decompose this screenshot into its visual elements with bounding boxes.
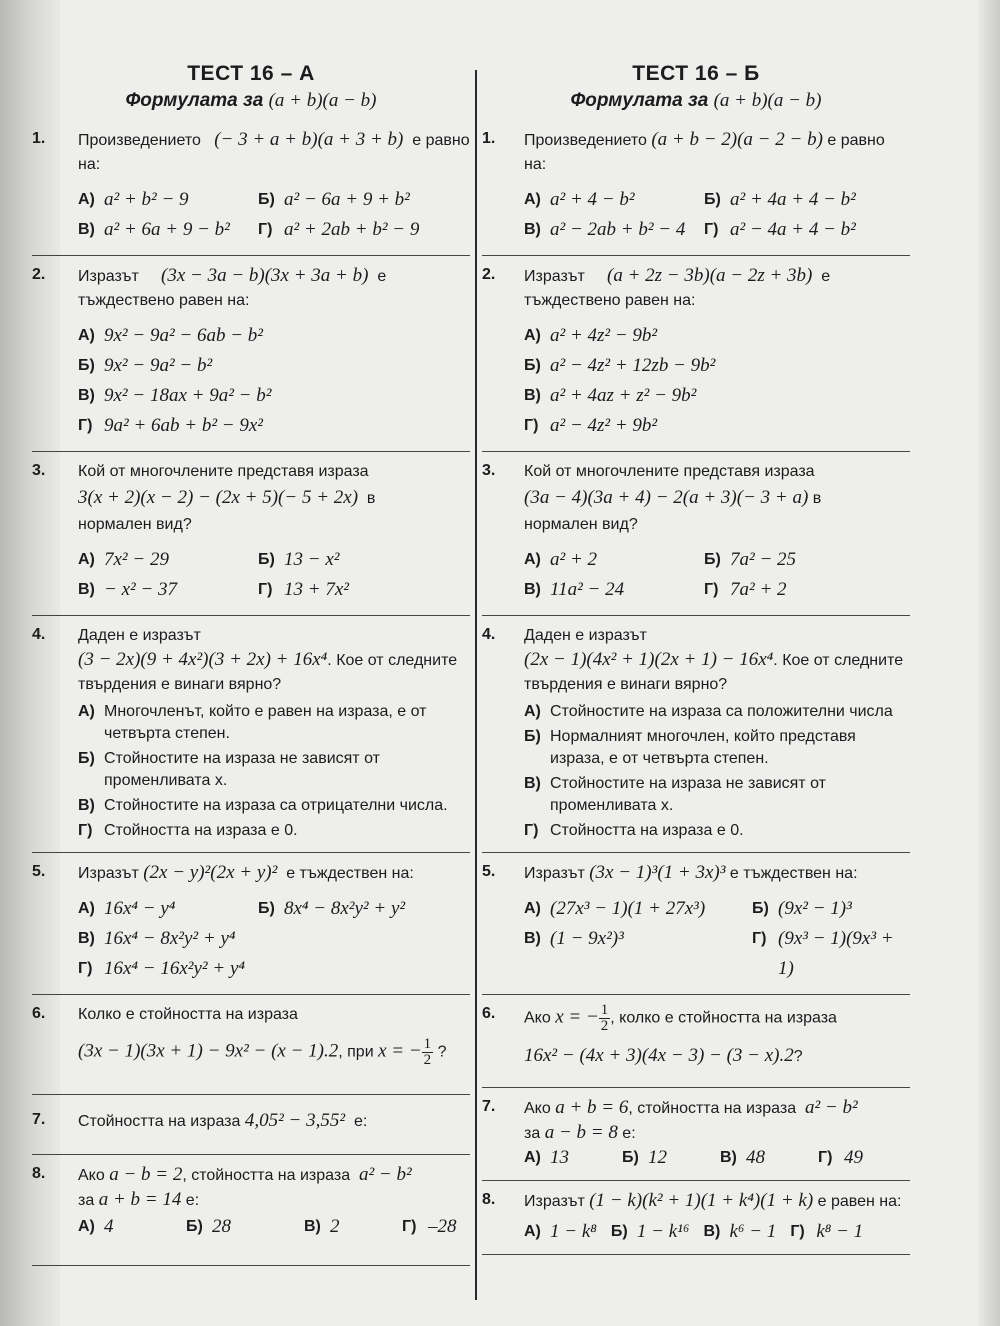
question-a5: 5. Изразът (2x − y)²(2x + y)² е тъждествен на: А) 16x⁴ − y⁴ Б) 8x⁴ − 8x²y² + y² В) 16x⁴ − 8x²y² + y⁴ Г) 16x⁴ − 16x²y² + y⁴ — [32, 853, 470, 995]
option-g[interactable]: Г) Стойността на израза е 0. — [524, 822, 744, 839]
answer-options — [524, 185, 910, 245]
answer-options — [78, 185, 470, 245]
option-a[interactable]: А) 13 — [524, 1147, 569, 1168]
option-b[interactable]: Б) 12 — [622, 1147, 667, 1168]
answer-options — [78, 321, 470, 441]
question-number: 2. — [32, 266, 46, 283]
question-b3: 3. Кой от многочлените представя израза (3a − 4)(3a + 4) − 2(a + 3)(− 3 + a) в нормален вид? А) a² + 2 Б) 7a² − 25 В) 11a² − 24 Г) 7a² + 2 — [482, 452, 910, 616]
fraction: $\frac{1}{2}$ — [600, 1002, 609, 1034]
option-g[interactable]: Г) 7a² + 2 — [704, 579, 787, 600]
answer-options — [524, 321, 910, 441]
option-b[interactable]: Б) Нормалният многочлен, който представя израза, е от четвърта степен. — [524, 728, 856, 767]
test-a-subtitle: Формулата за (a + b)(a − b) — [125, 90, 377, 111]
option-g[interactable]: Г) 16x⁴ − 16x²y² + y⁴ — [78, 958, 245, 979]
test-a-column — [32, 62, 470, 1266]
question-number: 3. — [32, 462, 46, 479]
question-b4: 4. Даден е изразът (2x − 1)(4x² + 1)(2x + 1) − 16x⁴. Кое от следните твърдения е винаги вярно? А) Стойностите на израза са положителни числа Б) Нормалният многочлен, който представя израза, е от четвърта степен. В) Стойностите на израза не зависят от променливата x. Г) Стойността на израза е 0. — [482, 616, 910, 853]
option-g[interactable]: Г) k⁸ − 1 — [790, 1221, 864, 1242]
question-a3: 3. Кой от многочлените представя израза 3(x + 2)(x − 2) − (2x + 5)(− 5 + 2x) в нормален вид? А) 7x² − 29 Б) 13 − x² В) − x² − 37 Г) 13 + 7x² — [32, 452, 470, 616]
option-v[interactable]: В) 11a² − 24 — [524, 579, 625, 600]
answer-options — [78, 894, 470, 984]
page-edge-shadow-right — [978, 0, 1000, 1326]
answer-options — [524, 1146, 910, 1170]
question-b6: 6. Ако x = − $\frac{1}{2}$ , колко е стойността на израза 16x² − (4x + 3)(4x − 3) − (3 − x).2? — [482, 995, 910, 1088]
answer-options — [524, 894, 910, 984]
option-g[interactable]: Г) Стойността на израза е 0. — [78, 822, 298, 839]
option-a[interactable]: А) Многочленът, който е равен на израза, е от четвърта степен. — [78, 703, 427, 742]
answer-options — [524, 701, 910, 842]
option-b[interactable]: Б) 9x² − 9a² − b² — [78, 355, 213, 376]
option-v[interactable]: В) a² − 2ab + b² − 4 — [524, 219, 686, 240]
test-b-subtitle: Формулата за (a + b)(a − b) — [570, 90, 822, 111]
option-g[interactable]: Г) a² + 2ab + b² − 9 — [258, 219, 420, 240]
answer-options — [78, 701, 470, 842]
answer-options — [524, 1220, 910, 1244]
question-number: 8. — [32, 1165, 46, 1182]
option-v[interactable]: В) (1 − 9x²)³ — [524, 928, 624, 949]
question-number: 6. — [482, 1005, 496, 1022]
option-g[interactable]: Г) 49 — [818, 1147, 863, 1168]
question-a8: 8. Ако a − b = 2, стойността на израза a² − b² за a + b = 14 е: А) 4 Б) 28 В) 2 Г) –28 — [32, 1155, 470, 1266]
option-g[interactable]: Г) 13 + 7x² — [258, 579, 349, 600]
question-b7: 7. Ако a + b = 6, стойността на израза a² − b² за a − b = 8 е: А) 13 Б) 12 В) 48 Г) 49 — [482, 1088, 910, 1181]
question-number: 8. — [482, 1191, 496, 1208]
fraction: $\frac{1}{2}$ — [423, 1036, 432, 1068]
option-a[interactable]: А) 16x⁴ − y⁴ — [78, 898, 176, 919]
option-v[interactable]: В) Стойностите на израза са отрицателни числа. — [78, 797, 448, 814]
question-number: 7. — [482, 1098, 496, 1115]
option-a[interactable]: А) a² + b² − 9 — [78, 189, 189, 210]
option-g[interactable]: Г) 9a² + 6ab + b² − 9x² — [78, 415, 263, 436]
option-b[interactable]: Б) Стойностите на израза не зависят от променливата x. — [78, 750, 380, 789]
answer-options — [78, 545, 470, 605]
column-divider — [475, 70, 477, 1300]
option-b[interactable]: Б) a² + 4a + 4 − b² — [704, 189, 856, 210]
question-number: 1. — [482, 130, 496, 147]
option-v[interactable]: В) − x² − 37 — [78, 579, 178, 600]
option-v[interactable]: В) 48 — [720, 1147, 765, 1168]
question-b5: 5. Изразът (3x − 1)³(1 + 3x)³ е тъждествен на: А) (27x³ − 1)(1 + 27x³) Б) (9x² − 1)³ В) (1 − 9x²)³ Г) (9x³ − 1)(9x³ + 1) — [482, 853, 910, 995]
option-v[interactable]: В) Стойностите на израза не зависят от променливата x. — [524, 775, 826, 814]
question-number: 5. — [482, 863, 496, 880]
question-a6: 6. Колко е стойността на израза (3x − 1)(3x + 1) − 9x² − (x − 1).2, при x = − $\frac{1}{2}$ ? — [32, 995, 470, 1095]
option-a[interactable]: А) a² + 4 − b² — [524, 189, 635, 210]
question-b8: 8. Изразът (1 − k)(k² + 1)(1 + k⁴)(1 + k) е равен на: А) 1 − k⁸ Б) 1 − k¹⁶ В) k⁶ − 1 Г) k⁸ − 1 — [482, 1181, 910, 1255]
test-a-title: ТЕСТ 16 – А — [187, 62, 315, 85]
option-g[interactable]: Г) (9x³ − 1)(9x³ + 1) — [752, 928, 894, 979]
option-a[interactable]: А) 1 − k⁸ — [524, 1221, 597, 1242]
question-a2: 2. Изразът (3x − 3a − b)(3x + 3a + b) е тъждествено равен на: А) 9x² − 9a² − 6ab − b² Б) 9x² − 9a² − b² В) 9x² − 18ax + 9a² − b² Г) 9a² + 6ab + b² − 9x² — [32, 256, 470, 452]
option-g[interactable]: Г) a² − 4a + 4 − b² — [704, 219, 856, 240]
question-number: 7. — [32, 1111, 46, 1128]
option-b[interactable]: Б) 28 — [186, 1216, 231, 1237]
option-v[interactable]: В) k⁶ − 1 — [703, 1221, 777, 1242]
option-a[interactable]: А) 9x² − 9a² − 6ab − b² — [78, 325, 263, 346]
question-a7: 7. Стойността на израза 4,05² − 3,55² е: — [32, 1095, 470, 1155]
question-b1: 1. Произведението (a + b − 2)(a − 2 − b) е равно на: А) a² + 4 − b² Б) a² + 4a + 4 − b² В) a² − 2ab + b² − 4 Г) a² − 4a + 4 − b² — [482, 120, 910, 256]
question-number: 5. — [32, 863, 46, 880]
option-v[interactable]: В) 9x² − 18ax + 9a² − b² — [78, 385, 272, 406]
answer-options — [524, 545, 910, 605]
option-b[interactable]: Б) 8x⁴ − 8x²y² + y² — [258, 898, 406, 919]
question-number: 1. — [32, 130, 46, 147]
option-b[interactable]: Б) 7a² − 25 — [704, 549, 797, 570]
option-b[interactable]: Б) a² − 6a + 9 + b² — [258, 189, 410, 210]
option-a[interactable]: А) (27x³ − 1)(1 + 27x³) — [524, 898, 706, 919]
option-b[interactable]: Б) (9x² − 1)³ — [752, 898, 852, 919]
option-v[interactable]: В) a² + 4az + z² − 9b² — [524, 385, 697, 406]
question-number: 2. — [482, 266, 496, 283]
test-b-title: ТЕСТ 16 – Б — [632, 62, 760, 85]
question-number: 3. — [482, 462, 496, 479]
question-a4: 4. Даден е изразът (3 − 2x)(9 + 4x²)(3 + 2x) + 16x⁴. Кое от следните твърдения е винаги вярно? А) Многочленът, който е равен на израза, е от четвърта степен. Б) Стойностите на израза не зависят от променливата x. В) Стойностите на израза са отрицателни числа. Г) Стойността на израза е 0. — [32, 616, 470, 853]
answer-options — [78, 1215, 470, 1239]
option-v[interactable]: В) 16x⁴ − 8x²y² + y⁴ — [78, 928, 236, 949]
question-number: 4. — [32, 626, 46, 643]
option-v[interactable]: В) a² + 6a + 9 − b² — [78, 219, 230, 240]
option-b[interactable]: Б) a² − 4z² + 12zb − 9b² — [524, 355, 716, 376]
option-a[interactable]: А) a² + 2 — [524, 549, 598, 570]
option-a[interactable]: А) Стойностите на израза са положителни числа — [524, 703, 893, 720]
question-b2: 2. Изразът (a + 2z − 3b)(a − 2z + 3b) е тъждествено равен на: А) a² + 4z² − 9b² Б) a² − 4z² + 12zb − 9b² В) a² + 4az + z² − 9b² Г) a² − 4z² + 9b² — [482, 256, 910, 452]
option-a[interactable]: А) a² + 4z² − 9b² — [524, 325, 658, 346]
question-number: 4. — [482, 626, 496, 643]
option-a[interactable]: А) 7x² − 29 — [78, 549, 169, 570]
option-b[interactable]: Б) 13 − x² — [258, 549, 340, 570]
option-g[interactable]: Г) a² − 4z² + 9b² — [524, 415, 658, 436]
test-b-column — [482, 62, 910, 1255]
option-b[interactable]: Б) 1 − k¹⁶ — [610, 1221, 690, 1242]
option-v[interactable]: В) 2 — [304, 1216, 340, 1237]
option-g[interactable]: Г) –28 — [402, 1216, 457, 1237]
option-a[interactable]: А) 4 — [78, 1216, 114, 1237]
question-number: 6. — [32, 1005, 46, 1022]
question-a1: 1. Произведението (− 3 + a + b)(a + 3 + b) е равно на: А) a² + b² − 9 Б) a² − 6a + 9 + b² В) a² + 6a + 9 − b² Г) a² + 2ab + b² − 9 — [32, 120, 470, 256]
